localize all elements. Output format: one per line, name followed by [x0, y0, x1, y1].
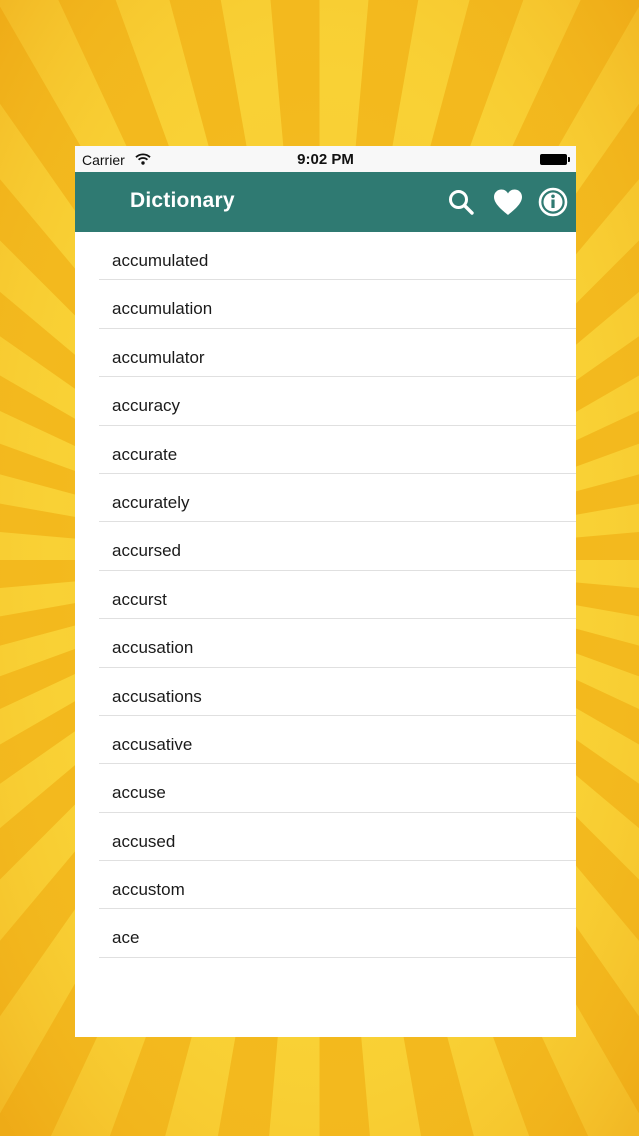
- info-button[interactable]: [537, 186, 569, 218]
- list-item[interactable]: [75, 280, 576, 328]
- list-item[interactable]: [75, 861, 576, 909]
- list-item[interactable]: [75, 426, 576, 474]
- word-label: accusative: [112, 734, 193, 754]
- list-item[interactable]: [75, 232, 576, 280]
- carrier-label: Carrier: [82, 152, 125, 168]
- list-item[interactable]: [75, 377, 576, 425]
- word-list: [75, 232, 576, 958]
- list-item[interactable]: [75, 474, 576, 522]
- app-screen: [75, 146, 576, 1037]
- status-time: 9:02 PM: [297, 151, 354, 168]
- list-item[interactable]: [75, 571, 576, 619]
- list-item[interactable]: [75, 522, 576, 570]
- navigation-bar: [75, 172, 576, 232]
- list-item[interactable]: [75, 619, 576, 667]
- search-icon: [447, 188, 475, 216]
- word-label: accused: [112, 831, 176, 851]
- word-label: accusation: [112, 638, 194, 658]
- row-separator: [99, 957, 576, 958]
- word-label: accuracy: [112, 396, 181, 416]
- word-label: accumulation: [112, 299, 213, 319]
- list-item[interactable]: [75, 813, 576, 861]
- list-item[interactable]: [75, 764, 576, 812]
- word-label: accumulated: [112, 251, 209, 270]
- word-label: accurately: [112, 492, 190, 512]
- list-item[interactable]: [75, 909, 576, 957]
- search-button[interactable]: [445, 186, 477, 218]
- list-item[interactable]: [75, 668, 576, 716]
- status-bar: [75, 146, 576, 172]
- list-item[interactable]: [75, 329, 576, 377]
- info-icon: [538, 187, 568, 217]
- word-label: accumulator: [112, 347, 205, 367]
- word-label: accusations: [112, 686, 202, 706]
- page-title: Dictionary: [130, 189, 235, 212]
- battery-icon: [540, 154, 570, 165]
- list-item[interactable]: [75, 716, 576, 764]
- favorites-button[interactable]: [492, 186, 524, 218]
- word-label: ace: [112, 928, 140, 948]
- word-label: accurst: [112, 589, 167, 609]
- word-label: accurate: [112, 444, 178, 464]
- word-label: accustom: [112, 880, 185, 900]
- heart-icon: [492, 188, 524, 216]
- word-label: accuse: [112, 783, 166, 803]
- word-label: accursed: [112, 541, 181, 561]
